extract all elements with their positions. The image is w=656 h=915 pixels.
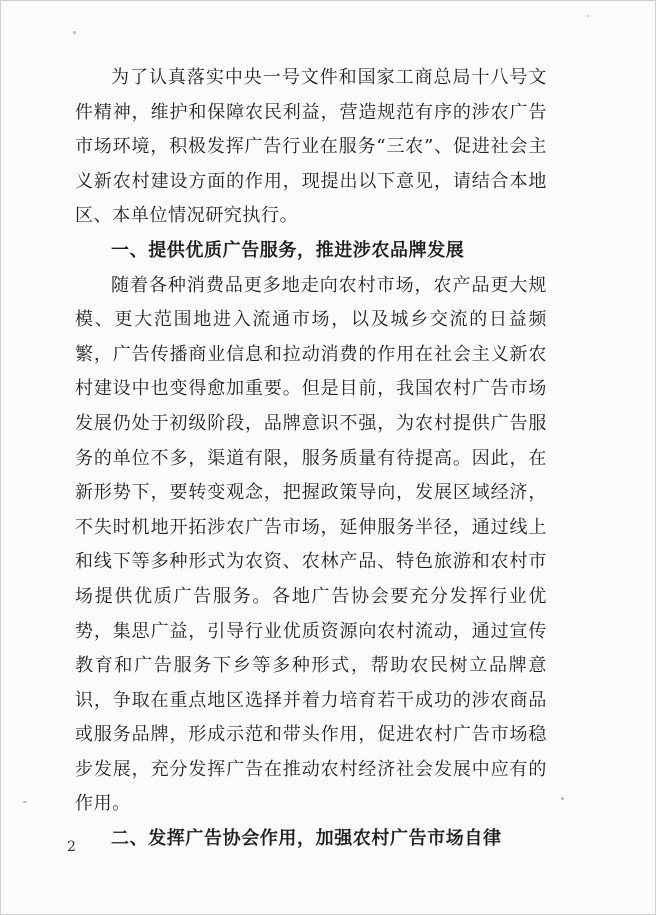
document-body — [75, 61, 547, 857]
page-number: 2 — [67, 839, 76, 855]
scan-speck — [23, 801, 27, 803]
section-heading-1: 一、提供优质广告服务，推进涉农品牌发展 — [111, 239, 465, 261]
section-1-paragraph: 随着各种消费品更多地走向农村市场，农产品更大规模、更大范围地进入流通市场，以及城乡交流的日益频繁，广告传播商业信息和拉动消费的作用在社会主义新农村建设中也变得愈加重要。但是目前，我国农村广告市场发展仍处于初级阶段，品牌意识不强，为农村提供广告服务的单位不多，渠道有限，服务质量有待提高。因此，在新形势下，要转变观念，把握政策导向，发展区域经济，不失时机地开拓涉农广告市场，延伸服务半径，通过线上和线下等多种形式为农资、农林产品、特色旅游和农村市场提供优质广告服务。各地广告协会要充分发挥行业优势，集思广益，引导行业优质资源向农村流动，通过宣传教育和广告服务下乡等多种形式，帮助农民树立品牌意识，争取在重点地区选择并着力培育若干成功的涉农商品或服务品牌，形成示范和带头作用，促进农村广告市场稳步发展，充分发挥广告在推动农村经济社会发展中应有的作用。 — [75, 274, 547, 815]
scan-speck — [587, 15, 589, 17]
scan-speck — [73, 31, 76, 34]
section-heading-2: 二、发挥广告协会作用，加强农村广告市场自律 — [111, 828, 502, 850]
intro-paragraph: 为了认真落实中央一号文件和国家工商总局十八号文件精神，维护和保障农民利益，营造规范有序的涉农广告市场环境，积极发挥广告行业在服务“三农”、促进社会主义新农村建设方面的作用，现提出以下意见，请结合本地区、本单位情况研究执行。 — [75, 67, 547, 227]
scan-speck — [561, 797, 564, 800]
